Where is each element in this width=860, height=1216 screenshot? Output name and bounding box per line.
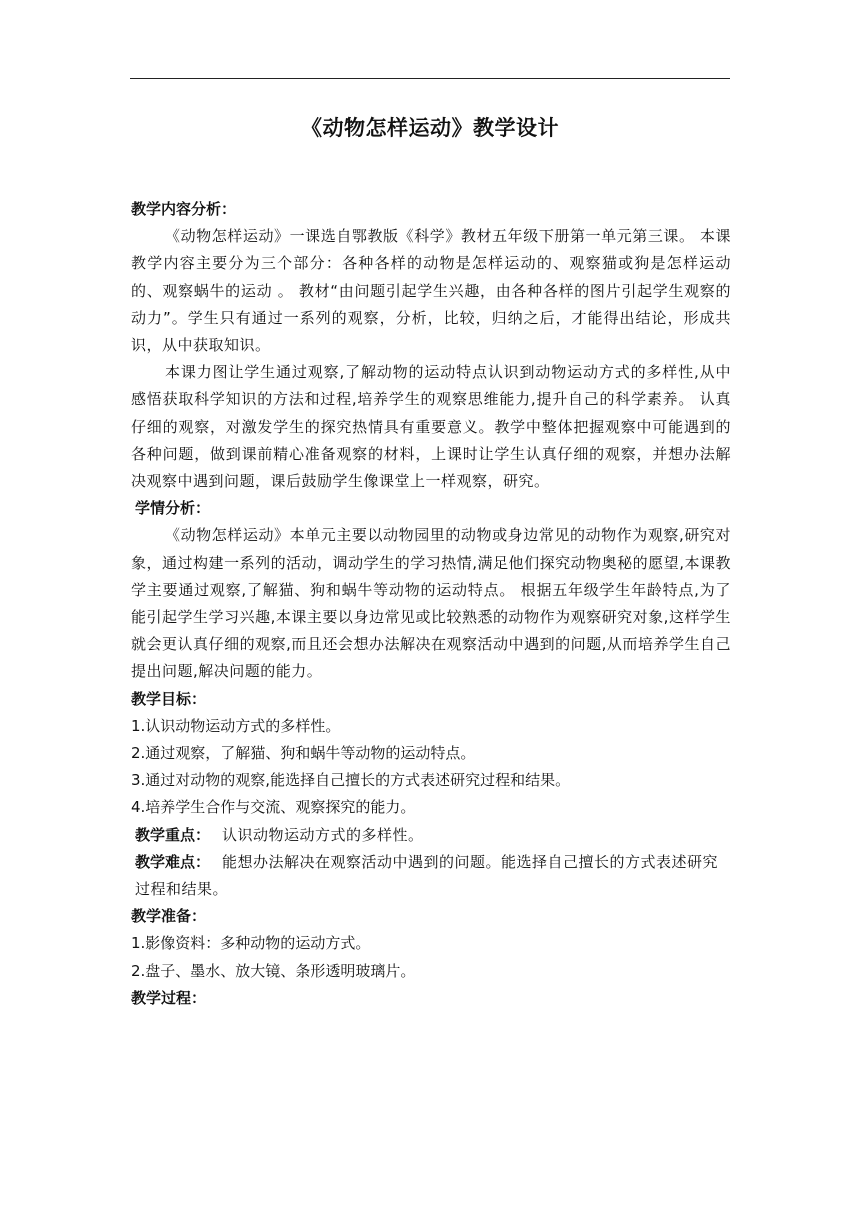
- learner-analysis-paragraph: 《动物怎样运动》本单元主要以动物园里的动物或身边常见的动物作为观察,研究对象，通过构建一系列的活动，调动学生的学习热情,满足他们探究动物奥秘的愿望,本课教学主要通过观察,了解猫、狗和蜗牛等动物的运动特点。 根据五年级学生年龄特点,为了能引起学生学习兴趣,本课主要以身边常见或比较熟悉的动物作为观察研究对象,这样学生就会更认真仔细的观察,而且还会想办法解决在观察活动中遇到的问题,从而培养学生自己提出问题,解决问题的能力。: [131, 526, 731, 681]
- objective-item-4: 4.培养学生合作与交流、观察探究的能力。: [131, 798, 416, 817]
- preparation-item-2: 2.盘子、墨水、放大镜、条形透明玻璃片。: [131, 961, 416, 980]
- section-heading-process: 教学过程：: [131, 988, 207, 1007]
- section-heading-objectives: 教学目标：: [131, 689, 207, 708]
- section-heading-learner-analysis: 学情分析：: [135, 499, 211, 518]
- key-point-text: 认识动物运动方式的多样性。: [222, 825, 424, 844]
- key-point-label: 教学重点：: [135, 825, 211, 844]
- section-heading-preparation: 教学准备：: [131, 907, 207, 926]
- key-point-row: [131, 822, 731, 849]
- objective-item-1: 1.认识动物运动方式的多样性。: [131, 716, 341, 735]
- objective-item-3: 3.通过对动物的观察,能选择自己擅长的方式表述研究过程和结果。: [131, 771, 571, 790]
- objective-item-2: 2.通过观察，了解猫、狗和蜗牛等动物的运动特点。: [131, 744, 476, 763]
- document-title: 《动物怎样运动》教学设计: [301, 116, 559, 140]
- header-rule: [130, 78, 730, 79]
- preparation-item-1: 1.影像资料：多种动物的运动方式。: [131, 934, 371, 953]
- content-analysis-paragraph-1: 《动物怎样运动》一课选自鄂教版《科学》教材五年级下册第一单元第三课。 本课教学内容主要分为三个部分：各种各样的动物是怎样运动的、观察猫或狗是怎样运动的、观察蜗牛的运动 。 教材“由问题引起学生兴趣，由各种各样的图片引起学生观察的动力”。学生只有通过一系列的观察，分析，比较，归纳之后，才能得出结论，形成共识，从中获取知识。: [131, 227, 731, 355]
- document-body: [131, 196, 731, 1012]
- section-heading-content-analysis: 教学内容分析：: [131, 200, 237, 218]
- difficulty-label: 教学难点：: [135, 852, 211, 871]
- difficulty-row: [131, 849, 731, 903]
- difficulty-text: 能想办法解决在观察活动中遇到的问题。能选择自己擅长的方式表述研究过程和结果。: [135, 852, 719, 899]
- content-analysis-paragraph-2: 本课力图让学生通过观察,了解动物的运动特点认识到动物运动方式的多样性,从中感悟获取科学知识的方法和过程,培养学生的观察思维能力,提升自己的科学素养。 认真仔细的观察，对激发学生的探究热情具有重要意义。教学中整体把握观察中可能遇到的各种问题，做到课前精心准备观察的材料，上课时让学生认真仔细的观察，并想办法解决观察中遇到问题，课后鼓励学生像课堂上一样观察，研究。: [131, 363, 731, 491]
